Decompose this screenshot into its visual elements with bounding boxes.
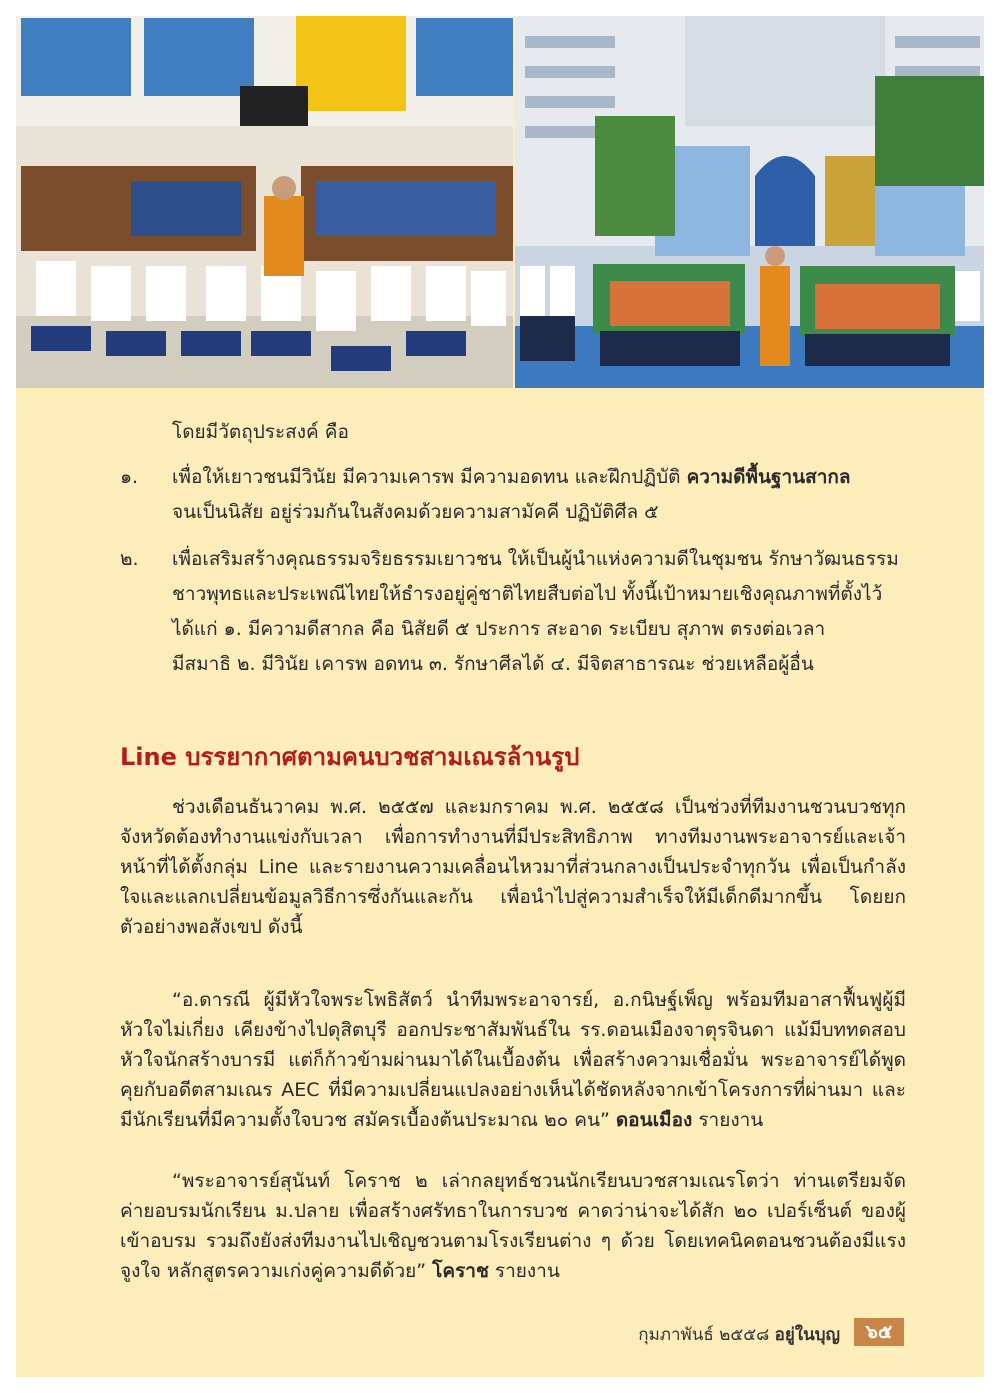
school-ceremony-photo	[515, 16, 984, 388]
objective-2-line-1: เพื่อเสริมสร้างคุณธรรมจริยธรรมเยาวชน ให้เป็นผู้นำแห่งความดีในชุมชน รักษาวัฒนธรรม	[172, 548, 899, 570]
page-number-badge: ๖๕	[854, 1318, 904, 1346]
paragraph-1	[120, 792, 906, 942]
intro-text: โดยมีวัตถุประสงค์ คือ	[172, 421, 349, 443]
paragraph-3-text: “พระอาจารย์สุนันท์ โคราช ๒ เล่ากลยุทธ์ชวนนักเรียนบวชสามเณรโตว่า ท่านเตรียมจัดค่ายอบรมนักเรียน ม.ปลาย เพื่อสร้างศรัทธาในการบวช คาดว่าน่าจะได้สัก ๒๐ เปอร์เซ็นต์ ของผู้เข้าอบรม รวมถึงยังส่งทีมงานไปเชิญชวนตามโรงเรียนต่าง ๆ ด้วย โดยเทคนิคตอนชวนต้องมีแรงจูงใจ หลักสูตรความเก่งคู่ความดีด้วย”	[120, 1170, 906, 1282]
objective-1-emphasis: ความดีพื้นฐานสากล	[686, 466, 851, 488]
objective-2-line-4: มีสมาธิ ๒. มีวินัย เคารพ อดทน ๓. รักษาศีลได้ ๔. มีจิตสาธารณะ ช่วยเหลือผู้อื่น	[172, 653, 814, 675]
paragraph-3-end: รายงาน	[488, 1260, 560, 1282]
classroom-photo	[16, 16, 513, 388]
objective-1-number: ๑.	[120, 466, 139, 488]
section-heading: Line บรรยากาศตามคนบวชสามเณรล้านรูป	[120, 743, 580, 771]
paragraph-2	[120, 985, 906, 1135]
paragraph-1-text: ช่วงเดือนธันวาคม พ.ศ. ๒๕๕๗ และมกราคม พ.ศ. ๒๕๕๘ เป็นช่วงที่ทีมงานชวนบวชทุกจังหวัดต้องทำงานแข่งกับเวลา เพื่อการทำงานที่มีประสิทธิภาพ ทางทีมงานพระอาจารย์และเจ้าหน้าที่ได้ตั้งกลุ่ม Line และรายงานความเคลื่อนไหวมาที่ส่วนกลางเป็นประจำทุกวัน เพื่อเป็นกำลังใจและแลกเปลี่ยนข้อมูลวิธีการซึ่งกันและกัน เพื่อนำไปสู่ความสำเร็จให้มีเด็กดีมากขึ้น โดยยกตัวอย่างพอสังเขป ดังนี้	[120, 796, 906, 938]
paragraph-2-source: ดอนเมือง	[615, 1109, 693, 1131]
objective-2-line-2: ชาวพุทธและประเพณีไทยให้ธำรงอยู่คู่ชาติไทยสืบต่อไป ทั้งนี้เป้าหมายเชิงคุณภาพที่ตั้งไว้	[172, 583, 883, 605]
paragraph-3-source: โคราช	[432, 1260, 489, 1282]
paragraph-2-end: รายงาน	[692, 1109, 764, 1131]
paragraph-3	[120, 1166, 906, 1286]
objective-2-number: ๒.	[120, 548, 139, 570]
objective-2-line-3: ได้แก่ ๑. มีความดีสากล คือ นิสัยดี ๕ ประการ สะอาด ระเบียบ สุภาพ ตรงต่อเวลา	[172, 618, 826, 640]
objective-1-line-1	[172, 462, 851, 492]
footer-date: กุมภาพันธ์ ๒๕๕๘	[638, 1325, 775, 1345]
objective-1-line-2: จนเป็นนิสัย อยู่ร่วมกันในสังคมด้วยความสามัคคี ปฏิบัติศีล ๕	[172, 501, 659, 523]
footer	[638, 1321, 840, 1348]
objective-1-text: เพื่อให้เยาวชนมีวินัย มีความเคารพ มีความอดทน และฝึกปฏิบัติ	[172, 466, 687, 488]
paragraph-2-text: “อ.ดารณี ผู้มีหัวใจพระโพธิสัตว์ นำทีมพระอาจารย์, อ.กนิษฐ์เพ็ญ พร้อมทีมอาสาฟื้นฟูผู้มีหัวใจไม่เกี่ยง เคียงข้างไปดุสิตบุรี ออกประชาสัมพันธ์ใน รร.ดอนเมืองจาตุรจินดา แม้มีบททดสอบหัวใจนักสร้างบารมี แต่ก็ก้าวข้ามผ่านมาได้ในเบื้องต้น เพื่อสร้างความเชื่อมั่น พระอาจารย์ได้พูดคุยกับอดีตสามเณร AEC ที่มีความเปลี่ยนแปลงอย่างเห็นได้ชัดหลังจากเข้าโครงการที่ผ่านมา และมีนักเรียนที่มีความตั้งใจบวช สมัครเบื้องต้นประมาณ ๒๐ คน”	[120, 989, 906, 1131]
footer-magazine-name: อยู่ในบุญ	[774, 1325, 840, 1345]
